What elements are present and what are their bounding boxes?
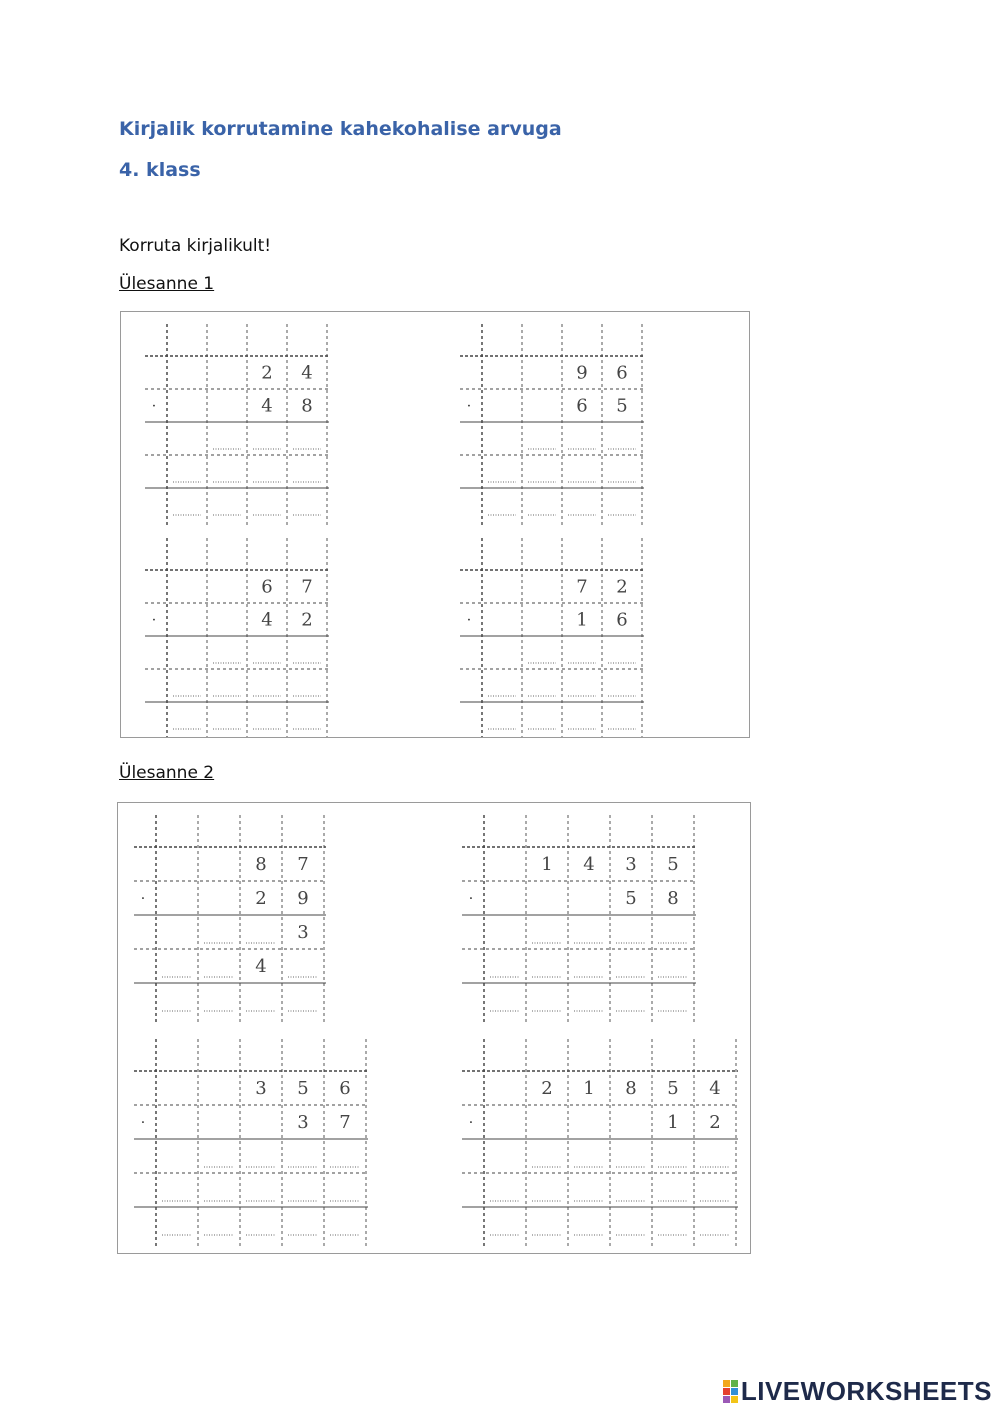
grade-label: 4. klass xyxy=(119,159,201,181)
digit: 4 xyxy=(583,854,595,875)
digit: 9 xyxy=(576,362,588,384)
digit: 5 xyxy=(667,854,679,875)
digit: 6 xyxy=(339,1078,351,1099)
digit: 4 xyxy=(709,1078,721,1099)
task-1-label: Ülesanne 1 xyxy=(119,274,215,294)
instruction-text: Korruta kirjalikult! xyxy=(119,236,272,256)
digit: 4 xyxy=(261,395,273,417)
logo-blocks-icon xyxy=(723,1380,738,1403)
digit: 9 xyxy=(297,888,309,909)
multiply-sign: · xyxy=(468,1115,474,1131)
digit: 4 xyxy=(301,362,313,384)
digit: 8 xyxy=(255,854,267,875)
digit: 3 xyxy=(297,1112,309,1133)
digit: 2 xyxy=(301,609,313,631)
digit: 5 xyxy=(625,888,637,909)
worksheet-title: Kirjalik korrutamine kahekohalise arvuga xyxy=(119,118,562,140)
digit: 2 xyxy=(709,1112,721,1133)
task-2-grid xyxy=(118,803,750,1253)
logo-block xyxy=(731,1380,738,1387)
digit: 2 xyxy=(255,888,267,909)
digit: 7 xyxy=(301,576,313,598)
logo-block xyxy=(723,1388,730,1395)
digit: 6 xyxy=(616,609,628,631)
multiply-sign: · xyxy=(468,891,474,907)
digit: 1 xyxy=(576,609,588,631)
digit: 8 xyxy=(625,1078,637,1099)
digit: 6 xyxy=(576,395,588,417)
digit: 2 xyxy=(616,576,628,598)
logo-block xyxy=(731,1388,738,1395)
digit: 6 xyxy=(616,362,628,384)
logo-text: LIVEWORKSHEETS xyxy=(740,1376,992,1406)
multiply-sign: · xyxy=(151,398,157,415)
task-1-grid xyxy=(121,312,749,737)
digit: 8 xyxy=(301,395,313,417)
multiply-sign: · xyxy=(140,891,146,907)
digit: 5 xyxy=(616,395,628,417)
digit: 1 xyxy=(541,854,553,875)
digit: 4 xyxy=(261,609,273,631)
logo-block xyxy=(723,1380,730,1387)
digit: 3 xyxy=(255,1078,267,1099)
digit: 5 xyxy=(667,1078,679,1099)
logo-block xyxy=(731,1396,738,1403)
multiply-sign: · xyxy=(151,612,157,629)
digit: 5 xyxy=(297,1078,309,1099)
digit: 2 xyxy=(261,362,273,384)
task-1-panel xyxy=(120,311,750,738)
logo-block xyxy=(723,1396,730,1403)
digit: 7 xyxy=(339,1112,351,1133)
digit: 3 xyxy=(297,922,309,943)
digit: 4 xyxy=(255,956,267,977)
task-2-panel xyxy=(117,802,751,1254)
digit: 8 xyxy=(667,888,679,909)
task-2-label: Ülesanne 2 xyxy=(119,763,215,783)
digit: 7 xyxy=(297,854,309,875)
multiply-sign: · xyxy=(140,1115,146,1131)
liveworksheets-logo xyxy=(723,1376,992,1407)
digit: 1 xyxy=(667,1112,679,1133)
digit: 7 xyxy=(576,576,588,598)
digit: 1 xyxy=(583,1078,595,1099)
multiply-sign: · xyxy=(466,612,472,629)
digit: 2 xyxy=(541,1078,553,1099)
digit: 3 xyxy=(625,854,637,875)
multiply-sign: · xyxy=(466,398,472,415)
digit: 6 xyxy=(261,576,273,598)
